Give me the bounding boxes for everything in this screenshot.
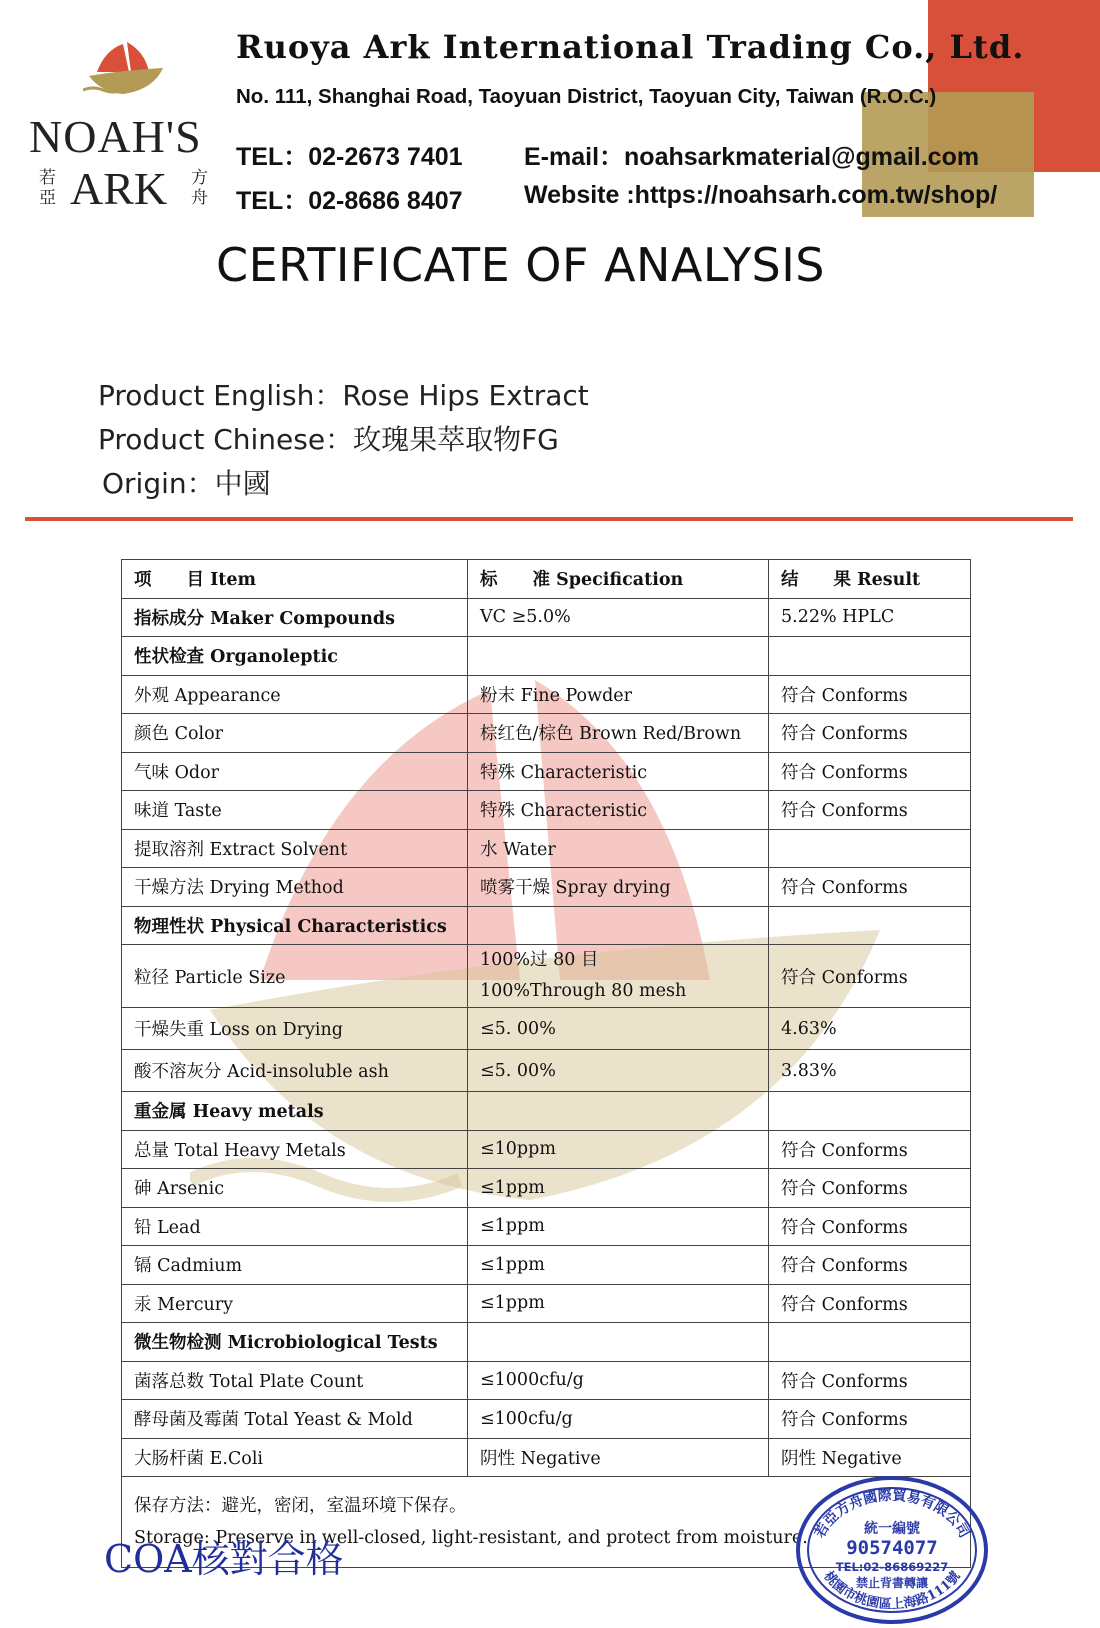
- logo-wordmark-line1: NOAH'S: [29, 111, 202, 162]
- row-spec: 特殊 Characteristic: [468, 791, 769, 830]
- row-spec: 阴性 Negative: [468, 1438, 769, 1477]
- row-spec-line1: 100%过 80 目: [480, 950, 599, 970]
- row-result: 符合 Conforms: [769, 714, 971, 753]
- row-result: 符合 Conforms: [769, 1246, 971, 1285]
- row-item: 气味 Odor: [122, 752, 468, 791]
- row-result: 符合 Conforms: [769, 675, 971, 714]
- table-row: [122, 868, 971, 907]
- product-english: Product English：Rose Hips Extract: [98, 379, 589, 412]
- row-result: [769, 1092, 971, 1131]
- row-spec: ≤5. 00%: [468, 1008, 769, 1050]
- row-item: 大肠杆菌 E.Coli: [122, 1438, 468, 1477]
- table-row: [122, 1246, 971, 1285]
- row-spec: [468, 1323, 769, 1362]
- row-result: 3.83%: [769, 1050, 971, 1092]
- row-item: 酸不溶灰分 Acid-insoluble ash: [122, 1050, 468, 1092]
- row-result: 符合 Conforms: [769, 1207, 971, 1246]
- row-result: 符合 Conforms: [769, 1130, 971, 1169]
- table-row: [122, 637, 971, 676]
- website-url: Website :https://noahsarh.com.tw/shop/: [524, 181, 998, 209]
- row-spec: 特殊 Characteristic: [468, 752, 769, 791]
- row-item: 颜色 Color: [122, 714, 468, 753]
- analysis-table: [121, 559, 971, 1568]
- logo-chinese-left: 若亞: [39, 168, 56, 208]
- table-row: [122, 675, 971, 714]
- table-row: [122, 1400, 971, 1439]
- seal-telephone: TEL:02-86869227: [835, 1560, 949, 1574]
- table-row: [122, 598, 971, 637]
- row-result: 符合 Conforms: [769, 1361, 971, 1400]
- company-name: Ruoya Ark International Trading Co., Ltd.: [236, 28, 1025, 66]
- row-item: 砷 Arsenic: [122, 1169, 468, 1208]
- logo-wordmark-line2: ARK: [70, 163, 168, 214]
- row-item: 味道 Taste: [122, 791, 468, 830]
- row-spec: VC ≥5.0%: [468, 598, 769, 637]
- row-result: 符合 Conforms: [769, 868, 971, 907]
- header-divider: [25, 517, 1073, 521]
- row-item: 性状检查 Organoleptic: [122, 637, 468, 676]
- row-result: [769, 906, 971, 945]
- row-item: 物理性状 Physical Characteristics: [122, 906, 468, 945]
- table-row: [122, 752, 971, 791]
- row-spec: ≤1ppm: [468, 1246, 769, 1285]
- storage-chinese: 保存方法：避光，密闭，室温环境下保存。: [134, 1496, 467, 1516]
- table-row: [122, 1050, 971, 1092]
- table-row: [122, 1438, 971, 1477]
- seal-number: 90574077: [846, 1537, 938, 1559]
- row-result: [769, 1323, 971, 1362]
- row-item: 粒径 Particle Size: [122, 945, 468, 1008]
- row-result: [769, 637, 971, 676]
- row-result: 符合 Conforms: [769, 791, 971, 830]
- row-spec: [468, 906, 769, 945]
- logo-chinese-right: 方舟: [191, 168, 208, 208]
- row-item: 干燥方法 Drying Method: [122, 868, 468, 907]
- telephone-2: TEL：02-8686 8407: [236, 187, 463, 215]
- row-item: 指标成分 Maker Compounds: [122, 598, 468, 637]
- row-item: 干燥失重 Loss on Drying: [122, 1008, 468, 1050]
- row-result: 阴性 Negative: [769, 1438, 971, 1477]
- row-spec: ≤1ppm: [468, 1207, 769, 1246]
- row-result: 5.22% HPLC: [769, 598, 971, 637]
- row-spec: 水 Water: [468, 829, 769, 868]
- row-spec: ≤5. 00%: [468, 1050, 769, 1092]
- row-spec: [468, 637, 769, 676]
- row-spec: ≤1000cfu/g: [468, 1361, 769, 1400]
- row-result: 符合 Conforms: [769, 1400, 971, 1439]
- row-item: 外观 Appearance: [122, 675, 468, 714]
- row-item: 酵母菌及霉菌 Total Yeast & Mold: [122, 1400, 468, 1439]
- table-header-row: [122, 560, 971, 599]
- row-item: 汞 Mercury: [122, 1284, 468, 1323]
- table-row: [122, 1130, 971, 1169]
- table-row: [122, 1284, 971, 1323]
- document-title: CERTIFICATE OF ANALYSIS: [216, 238, 826, 292]
- row-spec: ≤1ppm: [468, 1169, 769, 1208]
- telephone-1: TEL：02-2673 7401: [236, 143, 463, 171]
- table-row: [122, 1169, 971, 1208]
- storage-english: Storage: Preserve in well-closed, light-resistant, and protect from moisture.: [134, 1528, 808, 1548]
- boat-logo-icon: [83, 40, 169, 100]
- table-row: [122, 1092, 971, 1131]
- header-result: 结 果 Result: [769, 560, 971, 599]
- row-spec: ≤1ppm: [468, 1284, 769, 1323]
- row-result: 符合 Conforms: [769, 1169, 971, 1208]
- row-item: 微生物检测 Microbiological Tests: [122, 1323, 468, 1362]
- table-row: [122, 829, 971, 868]
- row-item: 提取溶剂 Extract Solvent: [122, 829, 468, 868]
- product-chinese: Product Chinese：玫瑰果萃取物FG: [98, 423, 559, 456]
- row-item: 铅 Lead: [122, 1207, 468, 1246]
- table-row: [122, 1008, 971, 1050]
- row-result: 符合 Conforms: [769, 752, 971, 791]
- row-spec: ≤100cfu/g: [468, 1400, 769, 1439]
- row-spec: 粉末 Fine Powder: [468, 675, 769, 714]
- product-origin: Origin：中國: [102, 467, 271, 500]
- table-row: [122, 791, 971, 830]
- row-item: 镉 Cadmium: [122, 1246, 468, 1285]
- row-result: [769, 829, 971, 868]
- table-row: [122, 1323, 971, 1362]
- row-spec: 棕红色/棕色 Brown Red/Brown: [468, 714, 769, 753]
- table-row: [122, 1207, 971, 1246]
- row-spec: [468, 945, 769, 1008]
- row-result: 4.63%: [769, 1008, 971, 1050]
- row-result: 符合 Conforms: [769, 945, 971, 1008]
- table-row: [122, 906, 971, 945]
- company-seal: [795, 1475, 989, 1625]
- table-row: [122, 945, 971, 1008]
- row-item: 重金属 Heavy metals: [122, 1092, 468, 1131]
- company-logo: [25, 40, 225, 220]
- row-item: 菌落总数 Total Plate Count: [122, 1361, 468, 1400]
- row-spec: 喷雾干燥 Spray drying: [468, 868, 769, 907]
- approval-handwritten-note: COA核對合格: [104, 1537, 344, 1581]
- company-address: No. 111, Shanghai Road, Taoyuan District, Taoyuan City, Taiwan (R.O.C.): [236, 85, 937, 108]
- seal-address: 桃園市桃園區上海路111號: [820, 1568, 964, 1613]
- row-spec: ≤10ppm: [468, 1130, 769, 1169]
- email-address: E-mail：noahsarkmaterial@gmail.com: [524, 143, 980, 171]
- header-specification: 标 准 Specification: [468, 560, 769, 599]
- seal-company-name: 若亞方舟國際貿易有限公司: [811, 1487, 973, 1541]
- header-item: 项 目 Item: [122, 560, 468, 599]
- row-item: 总量 Total Heavy Metals: [122, 1130, 468, 1169]
- seal-note: 禁止背書轉讓: [855, 1576, 929, 1590]
- table-row: [122, 714, 971, 753]
- table-row: [122, 1361, 971, 1400]
- row-spec-line2: 100%Through 80 mesh: [480, 981, 687, 1001]
- seal-label: 統一編號: [864, 1521, 920, 1537]
- row-spec: [468, 1092, 769, 1131]
- row-result: 符合 Conforms: [769, 1284, 971, 1323]
